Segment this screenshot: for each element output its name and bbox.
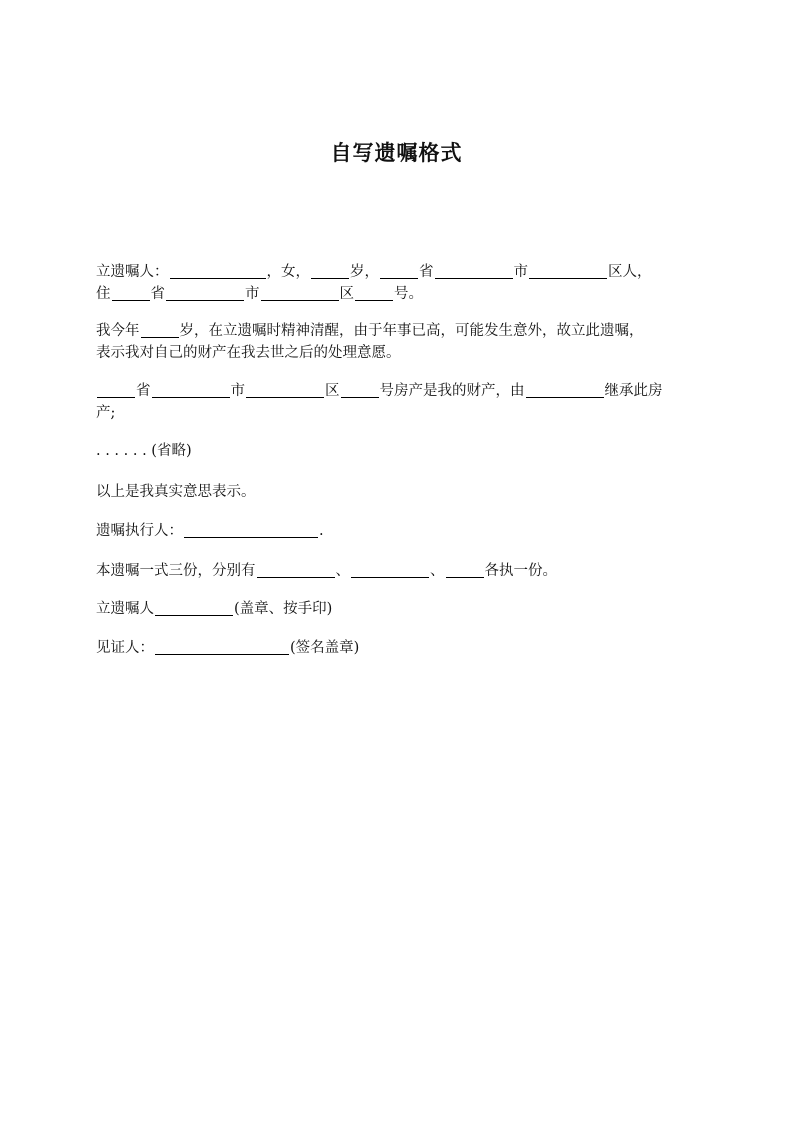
text-segment: 继承此房 <box>604 383 663 399</box>
text-segment: 住 <box>96 286 111 302</box>
province-blank <box>380 263 418 279</box>
text-segment: 岁，在立遗嘱时精神清醒，由于年事已高，可能发生意外，故立此遗嘱， <box>179 323 644 339</box>
text-segment: 市 <box>245 286 260 302</box>
text-segment: 各执一份。 <box>484 563 557 579</box>
text-segment: 市 <box>230 383 245 399</box>
city-blank <box>435 263 513 279</box>
address-city-blank <box>166 285 244 301</box>
age-blank <box>311 263 349 279</box>
text-segment: 号房产是我的财产，由 <box>379 383 525 399</box>
property-province-blank <box>97 382 135 398</box>
text-segment: 省 <box>150 286 165 302</box>
line: 表示我对自己的财产在我去世之后的处理意愿。 <box>96 345 401 361</box>
text-segment: 见证人： <box>96 640 154 656</box>
address-district-blank <box>261 285 339 301</box>
text-segment: . <box>319 523 324 539</box>
line <box>96 320 696 342</box>
text-segment: (签名盖章) <box>290 640 360 656</box>
property-number-blank <box>341 382 379 398</box>
text-segment: (盖章、按手印) <box>234 601 333 617</box>
text-segment: 立遗嘱人： <box>96 264 169 280</box>
text-segment: 号。 <box>394 286 423 302</box>
holder-three-blank <box>446 562 484 578</box>
property-district-blank <box>246 382 324 398</box>
line: 产; <box>96 405 116 421</box>
property-paragraph <box>96 380 696 424</box>
executor-blank <box>184 522 318 538</box>
executor-paragraph <box>96 520 696 542</box>
line <box>96 283 696 305</box>
text-segment: ，女， <box>266 264 310 280</box>
document-title: 自写遗嘱格式 <box>330 141 463 165</box>
testator-signature-paragraph <box>96 598 696 620</box>
declaration-paragraph <box>96 320 696 364</box>
witness-blank <box>155 639 289 655</box>
line <box>96 261 696 283</box>
text-segment: 、 <box>430 563 445 579</box>
copies-paragraph <box>96 560 696 582</box>
text-segment: 市 <box>513 264 528 280</box>
holder-two-blank <box>351 562 429 578</box>
current-age-blank <box>141 322 179 338</box>
text-segment: 、 <box>335 563 350 579</box>
address-number-blank <box>355 285 393 301</box>
text-segment: 区人， <box>608 264 652 280</box>
text-segment: 区 <box>325 383 340 399</box>
heir-blank <box>526 382 604 398</box>
holder-one-blank <box>257 562 335 578</box>
omitted-paragraph: . . . . . . (省略) <box>96 443 192 459</box>
testator-info-paragraph <box>96 261 696 305</box>
text-segment: 我今年 <box>96 323 140 339</box>
witness-paragraph <box>96 637 696 659</box>
name-blank <box>170 263 266 279</box>
text-segment: 本遗嘱一式三份，分别有 <box>96 563 256 579</box>
text-segment: 省 <box>136 383 151 399</box>
text-segment: 立遗嘱人 <box>96 601 154 617</box>
district-blank <box>529 263 607 279</box>
text-segment: 岁， <box>350 264 379 280</box>
testator-signature-blank <box>155 600 233 616</box>
line <box>96 380 696 402</box>
text-segment: 区 <box>339 286 354 302</box>
text-segment: 省 <box>419 264 434 280</box>
property-city-blank <box>152 382 230 398</box>
statement-paragraph: 以上是我真实意思表示。 <box>96 484 256 500</box>
address-province-blank <box>112 285 150 301</box>
text-segment: 遗嘱执行人： <box>96 523 183 539</box>
